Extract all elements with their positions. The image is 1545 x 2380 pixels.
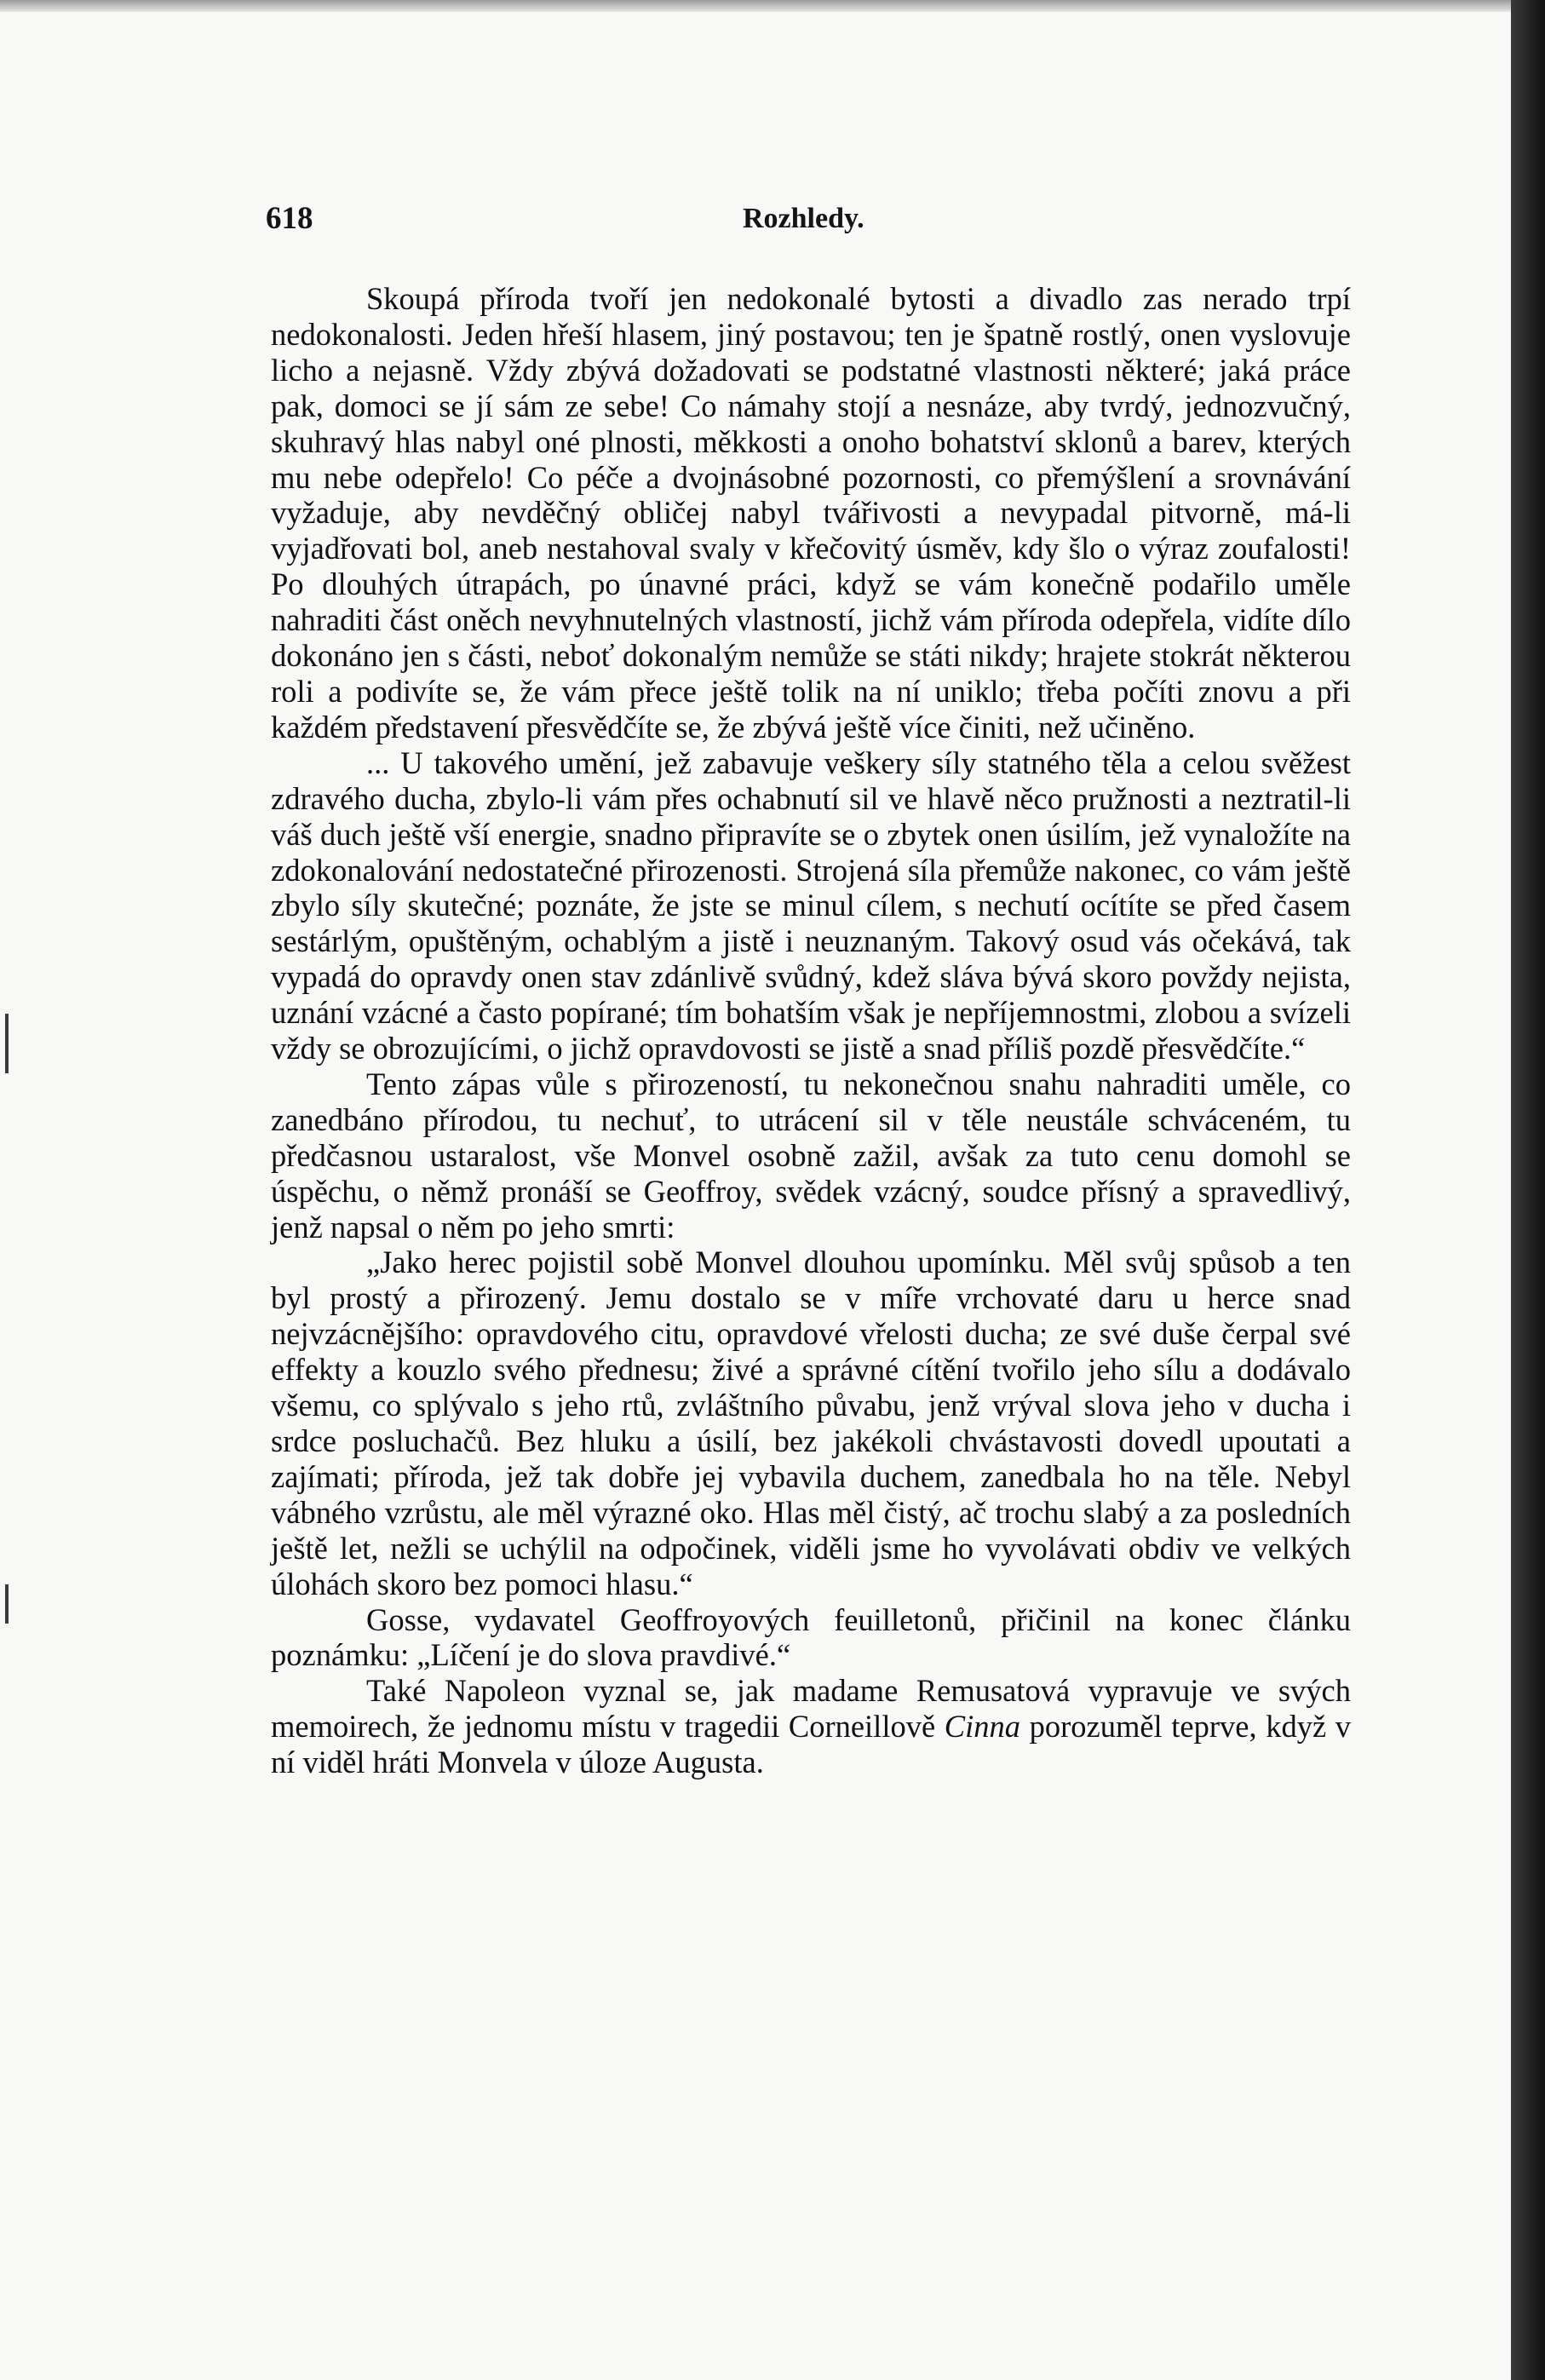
- paragraph-6-after-title: porozuměl teprve, když v ní viděl hráti Monvela v úloze Augusta.: [271, 1709, 1351, 1780]
- page-number: 618: [266, 201, 313, 236]
- paragraph-2: ... U takového umění, jež zabavuje veškery síly statného těla a celou svěžest zdravého ducha, zbylo-li vám přes ochabnutí sil ve hlavě něco pružnosti a neztratil-li váš duch ještě vší energie, snadno připravíte se o zbytek onen úsilím, jež vynaložíte na zdokonalování nedostatečné přirozenosti. Strojená síla přemůže nakonec, co vám ještě zbylo síly skutečné; poznáte, že jste se minul cílem, s nechutí ocítíte se před časem sestárlým, opuštěným, ochablým a jistě i neuznaným. Takový osud vás očekává, tak vypadá do opravdy onen stav zdánlivě svůdný, kdež sláva bývá skoro povždy nejista, uznání vzácné a často popírané; tím bohatším však je nepříjemnostmi, zlobou a svízeli vždy se obrozujícími, o jichž opravdovosti se jistě a snad příliš pozdě přesvědčíte.“: [271, 744, 1351, 1066]
- margin-mark: [5, 1584, 9, 1624]
- paragraph-6: [271, 1673, 1351, 1780]
- page-header: [266, 198, 1356, 240]
- work-title-cinna: Cinna: [944, 1709, 1021, 1745]
- margin-mark: [5, 1014, 9, 1073]
- paragraph-1: Skoupá příroda tvoří jen nedokonalé bytosti a divadlo zas nerado trpí nedokonalosti. Jeden hřeší hlasem, jiný postavou; ten je špatně rostlý, onen vyslovuje licho a nejasně. Vždy zbývá dožadovati se podstatné vlastnosti některé; jaká práce pak, domoci se jí sám ze sebe! Co námahy stojí a nesnáze, aby tvrdý, jednozvučný, skuhravý hlas nabyl oné plnosti, měkkosti a onoho bohatství sklonů a barev, kterých mu nebe odepřelo! Co péče a dvojnásobné pozornosti, co přemýšlení a srovnávání vyžaduje, aby nevděčný obličej nabyl tvářivosti a nevypadal pitvorně, má-li vyjadřovati bol, aneb nestahoval svaly v křečovitý úsměv, kdy šlo o výraz zoufalosti! Po dlouhých útrapách, po únavné práci, když se vám konečně podařilo uměle nahraditi část oněch nevyhnutelných vlastností, jichž vám příroda odepřela, vidíte dílo dokonáno jen s části, neboť dokonalým nemůže se státi nikdy; hrajete stokrát některou roli a podivíte se, že vám přece ještě tolik na ní uniklo; třeba počíti znovu a při každém představení přesvědčíte se, že zbývá ještě více činiti, než učiněno.: [271, 281, 1351, 744]
- paragraph-4: „Jako herec pojistil sobě Monvel dlouhou upomínku. Měl svůj spůsob a ten byl prostý a přirozený. Jemu dostalo se v míře vrchovaté daru u herce snad nejvzácnějšího: opravdového citu, opravdové vřelosti ducha; ze své duše čerpal své effekty a kouzlo svého přednesu; živé a správné cítění tvořilo jeho sílu a dodávalo všemu, co splývalo s jeho rtů, zvláštního půvabu, jenž vrýval slova jeho v ducha i srdce posluchačů. Bez hluku a úsilí, bez jakékoli chvástavosti dovedl upoutati a zajímati; příroda, jež tak dobře jej vybavila duchem, zanedbala ho na těle. Nebyl vábného vzrůstu, ale měl výrazné oko. Hlas měl čistý, ač trochu slabý a za posledních ještě let, nežli se uchýlil na odpočinek, viděli jsme ho vyvolávati obdiv ve velkých úlohách skoro bez pomoci hlasu.“: [271, 1245, 1351, 1601]
- paragraph-6-before-title: Také Napoleon vyznal se, jak madame Remusatová vypravuje ve svých memoirech, že jednomu místu v tragedii Corneillově: [271, 1673, 1351, 1745]
- page-shadow: [1511, 0, 1545, 2380]
- paragraph-3: Tento zápas vůle s přirozeností, tu nekonečnou snahu nahraditi uměle, co zanedbáno přírodou, tu nechuť, to utrácení sil v těle neustále schváceném, tu předčasnou ustaralost, vše Monvel osobně zažil, avšak za tuto cenu domohl se úspěchu, o němž pronáší se Geoffroy, svědek vzácný, soudce přísný a spravedlivý, jenž napsal o něm po jeho smrti:: [271, 1066, 1351, 1245]
- main-text: [271, 281, 1351, 1780]
- page-top-edge: [0, 0, 1511, 12]
- paragraph-5: Gosse, vydavatel Geoffroyových feuilletonů, přičinil na konec článku poznámku: „Líčení je do slova pravdivé.“: [271, 1601, 1351, 1673]
- running-title: Rozhledy.: [743, 203, 864, 234]
